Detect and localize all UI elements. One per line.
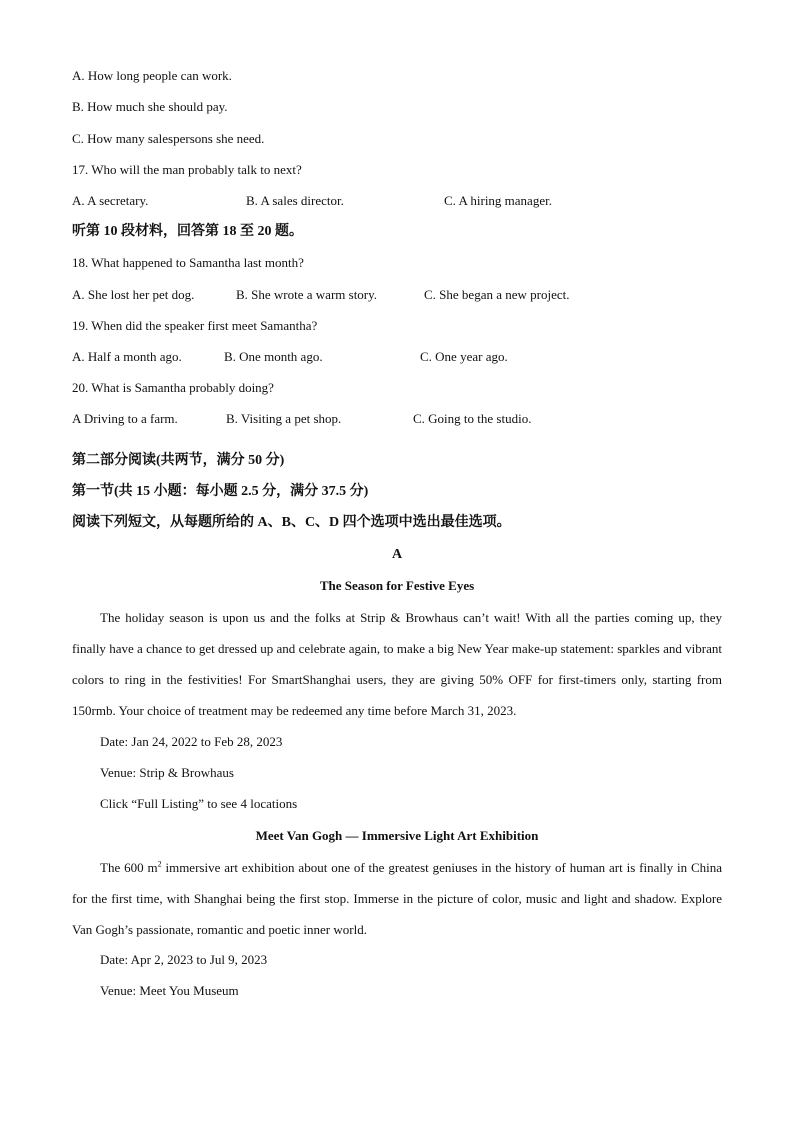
q20-question: 20. What is Samantha probably doing? — [72, 380, 274, 395]
ad1-date: Date: Jan 24, 2022 to Feb 28, 2023 — [100, 734, 283, 749]
q17-option-b: B. A sales director. — [246, 193, 344, 208]
ad2-body-post: immersive art exhibition about one of the greatest geniuses in the history of human art is finally in China for the first time, with Shanghai being the first stop. Immerse in the picture of color, music and light and shadow. Explore Van Gogh’s passionate, romantic and poetic inner world. — [72, 860, 723, 937]
ad2-title: Meet Van Gogh — Immersive Light Art Exhibition — [255, 828, 539, 843]
ad2-body-superscript: 2 — [157, 859, 162, 869]
ad1-body-text: The holiday season is upon us and the folks at Strip & Browhaus can’t wait! With all the parties coming up, they finally have a chance to get dressed up and celebrate again, to make a big New Year make-up statement: sparkles and vibrant colors to ring in the festivities! For SmartShanghai users, they are giving 50% OFF for first-timers only, starting from 150rmb. Your choice of treatment may be redeemed any time before March 31, 2023. — [72, 610, 722, 718]
ad2-date: Date: Apr 2, 2023 to Jul 9, 2023 — [100, 952, 268, 967]
ad1-venue: Venue: Strip & Browhaus — [100, 765, 234, 780]
q17-option-c: C. A hiring manager. — [444, 193, 552, 208]
ad1-title: The Season for Festive Eyes — [319, 578, 475, 593]
q17-question: 17. Who will the man probably talk to next? — [72, 162, 302, 177]
passage-letter: A — [391, 547, 403, 562]
ad2-body — [72, 852, 722, 945]
q20-option-b: B. Visiting a pet shop. — [226, 411, 342, 426]
q20-option-a: A Driving to a farm. — [72, 411, 178, 426]
q19-option-c: C. One year ago. — [420, 349, 508, 364]
ad1-listing-note: Click “Full Listing” to see 4 locations — [100, 796, 298, 811]
q20-option-c: C. Going to the studio. — [413, 411, 532, 426]
q19-option-b: B. One month ago. — [224, 349, 323, 364]
section10-heading: 听第 10 段材料，回答第 18 至 20 题。 — [72, 224, 303, 239]
q19-option-a: A. Half a month ago. — [72, 349, 182, 364]
q18-option-a: A. She lost her pet dog. — [72, 287, 195, 302]
q18-option-b: B. She wrote a warm story. — [236, 287, 378, 302]
q19-question: 19. When did the speaker first meet Samantha? — [72, 318, 318, 333]
section1-heading: 第一节(共 15 小题：每小题 2.5 分，满分 37.5 分) — [72, 484, 369, 499]
q17-option-a: A. A secretary. — [72, 193, 149, 208]
part2-heading: 第二部分阅读(共两节，满分 50 分) — [72, 453, 285, 468]
reading-instructions: 阅读下列短文，从每题所给的 A、B、C、D 四个选项中选出最佳选项。 — [72, 515, 511, 530]
q16-option-c: C. How many salespersons she need. — [72, 131, 265, 146]
ad2-body-pre: The 600 m — [100, 860, 158, 875]
q16-option-a: A. How long people can work. — [72, 68, 232, 83]
ad1-body — [72, 602, 722, 726]
ad2-venue: Venue: Meet You Museum — [100, 983, 239, 998]
q18-option-c: C. She began a new project. — [424, 287, 570, 302]
q16-option-b: B. How much she should pay. — [72, 99, 228, 114]
q18-question: 18. What happened to Samantha last month? — [72, 255, 304, 270]
